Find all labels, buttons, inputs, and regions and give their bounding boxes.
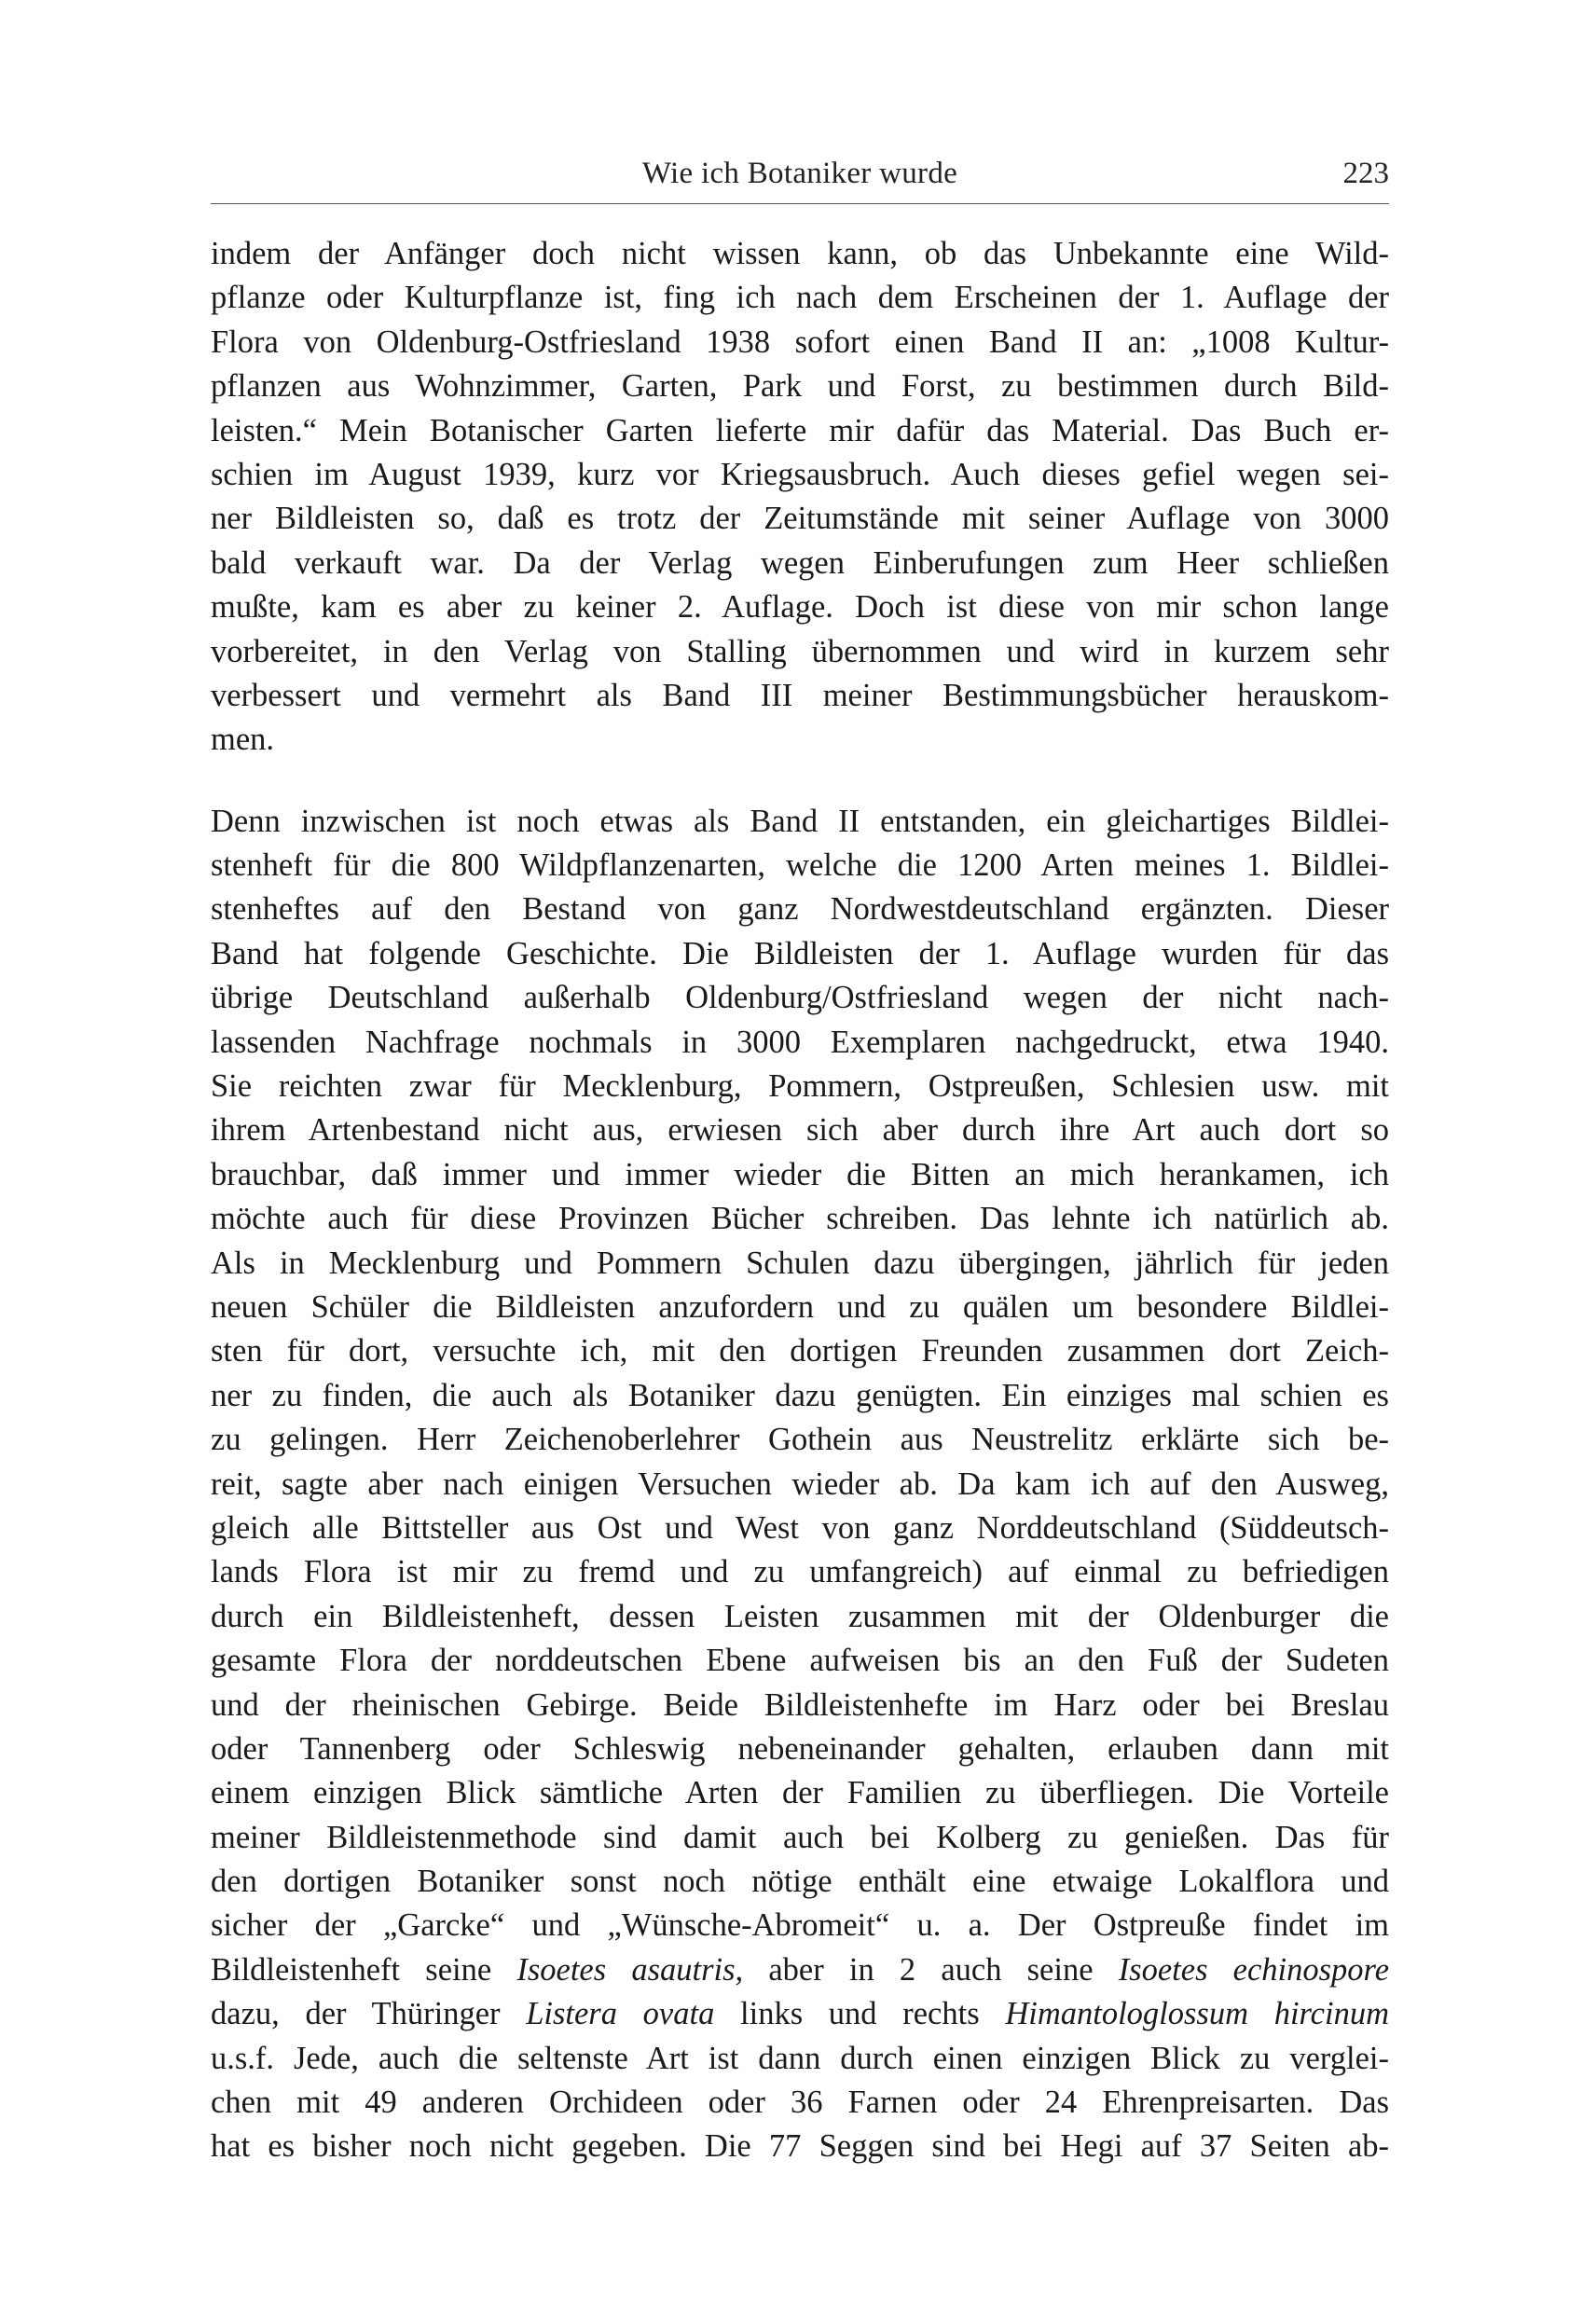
text-segment: dazu, der Thüringer (211, 1996, 527, 2032)
text-line: oder Tannenberg oder Schleswig nebeneinander gehalten, erlauben dann mit (211, 1730, 1389, 1767)
text-line: ner zu finden, die auch als Botaniker dazu genügten. Ein einziges mal schien es (211, 1377, 1389, 1413)
text-line: sicher der „Garcke“ und „Wünsche-Abromeit“ u. a. Der Ostpreuße findet im (211, 1907, 1389, 1944)
running-head (211, 149, 1389, 198)
species-name: Isoetes echinospore (1118, 1951, 1390, 1988)
text-line: bald verkauft war. Da der Verlag wegen Einberufungen zum Heer schließen (211, 544, 1389, 581)
text-segment: aber in 2 auch seine (743, 1951, 1119, 1988)
text-line: Sie reichten zwar für Mecklenburg, Pommern, Ostpreußen, Schlesien usw. mit (211, 1068, 1389, 1105)
text-line: neuen Schüler die Bildleisten anzufordern und zu quälen um besondere Bildlei- (211, 1288, 1389, 1325)
text-line: verbessert und vermehrt als Band III meiner Bestimmungsbücher herauskom- (211, 677, 1389, 713)
text-line: meiner Bildleistenmethode sind damit auch bei Kolberg zu genießen. Das für (211, 1819, 1389, 1855)
species-name: Isoetes asautris, (516, 1951, 744, 1988)
text-line: ihrem Artenbestand nicht aus, erwiesen sich aber durch ihre Art auch dort so (211, 1112, 1389, 1149)
text-line: brauchbar, daß immer und immer wieder die Bitten an mich herankamen, ich (211, 1156, 1389, 1192)
text-segment: Bildleistenheft seine (211, 1951, 517, 1988)
text-line: Denn inzwischen ist noch etwas als Band II entstanden, ein gleichartiges Bildlei- (211, 803, 1389, 839)
text-line: Flora von Oldenburg-Ostfriesland 1938 sofort einen Band II an: „1008 Kultur- (211, 323, 1389, 360)
species-name: Listera ovata (526, 1996, 715, 2032)
text-line: reit, sagte aber nach einigen Versuchen wieder ab. Da kam ich auf den Ausweg, (211, 1466, 1389, 1502)
paragraph-2 (211, 800, 1389, 2169)
text-line: u.s.f. Jede, auch die seltenste Art ist dann durch einen einzigen Blick zu verglei- (211, 2040, 1389, 2076)
text-line: lassenden Nachfrage nochmals in 3000 Exemplaren nachgedruckt, etwa 1940. (211, 1024, 1389, 1060)
text-line: zu gelingen. Herr Zeichenoberlehrer Gothein aus Neustrelitz erklärte sich be- (211, 1422, 1389, 1458)
text-line: gleich alle Bittsteller aus Ost und West von ganz Norddeutschland (Süddeutsch- (211, 1509, 1389, 1546)
text-line: leisten.“ Mein Botanischer Garten lieferte mir dafür das Material. Das Buch er- (211, 412, 1389, 448)
text-line: Band hat folgende Geschichte. Die Bildleisten der 1. Auflage wurden für das (211, 935, 1389, 971)
text-line (211, 1948, 1389, 1992)
text-line (211, 1992, 1389, 2036)
text-line: ner Bildleisten so, daß es trotz der Zeitumstände mit seiner Auflage von 3000 (211, 501, 1389, 537)
text-line: gesamte Flora der norddeutschen Ebene aufweisen bis an den Fuß der Sudeten (211, 1643, 1389, 1679)
text-line: sten für dort, versuchte ich, mit den dortigen Freunden zusammen dort Zeich- (211, 1333, 1389, 1369)
text-line: möchte auch für diese Provinzen Bücher schreiben. Das lehnte ich natürlich ab. (211, 1201, 1389, 1237)
header-rule (211, 203, 1389, 204)
page-number: 223 (1342, 157, 1389, 190)
text-line: und der rheinischen Gebirge. Beide Bildleistenhefte im Harz oder bei Breslau (211, 1686, 1389, 1723)
paragraph-1 (211, 232, 1389, 763)
text-line: indem der Anfänger doch nicht wissen kann, ob das Unbekannte eine Wild- (211, 236, 1389, 271)
text-segment: links und rechts (714, 1996, 1006, 2032)
text-line: den dortigen Botaniker sonst noch nötige enthält eine etwaige Lokalflora und (211, 1864, 1389, 1900)
text-line: mußte, kam es aber zu keiner 2. Auflage. Doch ist diese von mir schon lange (211, 589, 1389, 626)
text-line: men. (211, 722, 275, 758)
text-line: einem einzigen Blick sämtliche Arten der Familien zu überfliegen. Die Vorteile (211, 1775, 1389, 1811)
text-line: durch ein Bildleistenheft, dessen Leisten zusammen mit der Oldenburger die (211, 1598, 1389, 1634)
body-text (211, 232, 1389, 2169)
running-title: Wie ich Botaniker wurde (641, 157, 958, 190)
text-line: lands Flora ist mir zu fremd und zu umfangreich) auf einmal zu befriedigen (211, 1554, 1389, 1590)
text-line: Als in Mecklenburg und Pommern Schulen dazu übergingen, jährlich für jeden (211, 1245, 1389, 1281)
text-line: pflanzen aus Wohnzimmer, Garten, Park und Forst, zu bestimmen durch Bild- (211, 368, 1389, 405)
text-line: übrige Deutschland außerhalb Oldenburg/Ostfriesland wegen der nicht nach- (211, 980, 1389, 1016)
text-line: pflanze oder Kulturpflanze ist, fing ich nach dem Erscheinen der 1. Auflage der (211, 280, 1389, 316)
text-line: vorbereitet, in den Verlag von Stalling übernommen und wird in kurzem sehr (211, 633, 1389, 669)
text-line: stenheftes auf den Bestand von ganz Nordwestdeutschland ergänzten. Dieser (211, 891, 1389, 928)
text-line: chen mit 49 anderen Orchideen oder 36 Farnen oder 24 Ehrenpreisarten. Das (211, 2085, 1389, 2121)
text-line: stenheft für die 800 Wildpflanzenarten, welche die 1200 Arten meines 1. Bildlei- (211, 847, 1389, 884)
text-line: hat es bisher noch nicht gegeben. Die 77 Seggen sind bei Hegi auf 37 Seiten ab- (211, 2128, 1389, 2165)
species-name: Himantologlossum hircinum (1005, 1996, 1390, 2032)
text-line: schien im August 1939, kurz vor Kriegsausbruch. Auch dieses gefiel wegen sei- (211, 456, 1389, 492)
book-page (211, 149, 1389, 2169)
